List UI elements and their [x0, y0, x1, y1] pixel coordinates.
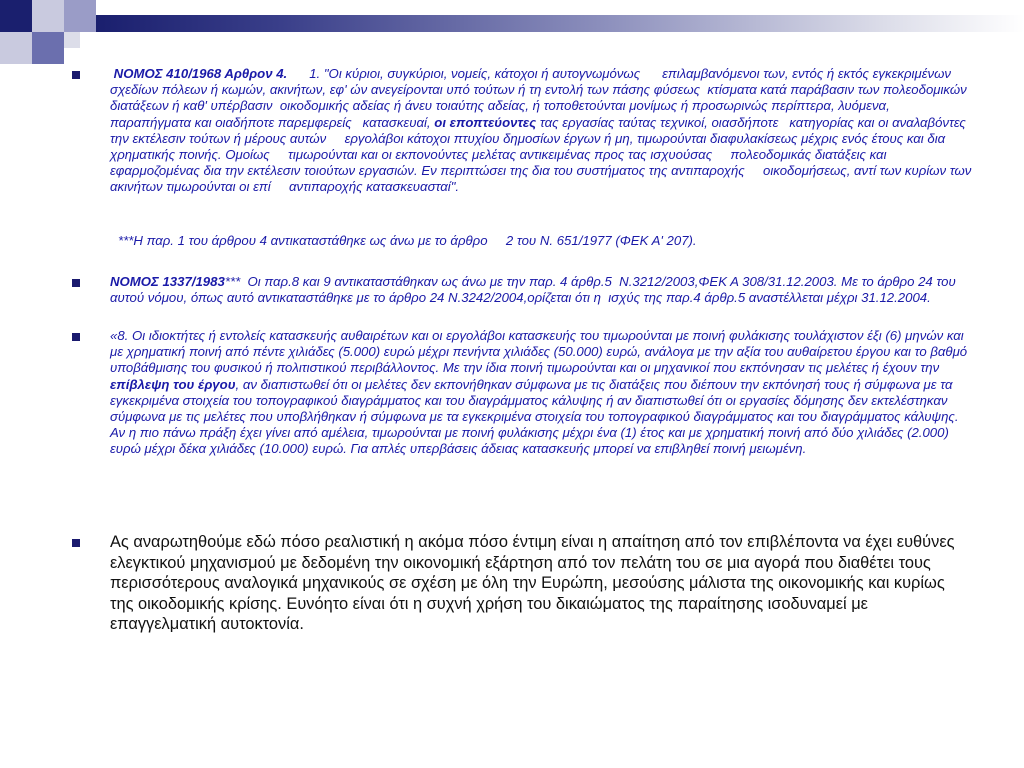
commentary-paragraph [110, 532, 972, 635]
bullet-icon [72, 539, 80, 547]
amendment-note: ***Η παρ. 1 του άρθρου 4 αντικαταστάθηκε ως άνω με το άρθρο 2 του Ν. 651/1977 (ΦΕΚ Α' 207). [118, 233, 697, 248]
law-1337-1983-paragraph [110, 274, 972, 306]
law-text: *** Οι παρ.8 και 9 αντικαταστάθηκαν ως άνω με την παρ. 4 άρθρ.5 Ν.3212/2003,ΦΕΚ Α 308/31.12.2003. Με το άρθρο 24 του αυτού νόμου, όπως αυτό αντικαταστάθηκε με το άρθρο 24 Ν.3242/2004,ορίζεται ότι η ισχύς της παρ.4 άρθρ.5 αναστέλλεται μέχρι 31.12.2004. [110, 274, 960, 306]
law-text-continued: τας εργασίας ταύτας τεχνικοί, οιασδήποτε κατηγορίας και οι αναλαβόντες την εκτέλεσιν τούτων ή μέρους αυτών εργολάβοι κάτοχοι πτυχίου δημοσίων έργων ή μη, τιμωρούνται διαφυλακίσεως μέχρις ενός έτους και δια χρηματικής ποινής. Ομοίως τιμωρούνται και οι εκπονούντες μελέτας αντικειμένας προς τας ισχυούσας πολεοδομικάς διατάξεις και εφαρμοζομένας δια την εκτέλεσιν τοιούτων εργασιών. Εν περιπτώσει της δια του συστήματος της αντιπαροχής οικοδομήσεως, αντί των κυρίων των ακινήτων τιμωρούνται οι επί αντιπαροχής κατασκευασταί". [110, 114, 976, 195]
law-title: ΝΟΜΟΣ 410/1968 Αρθρον 4. [113, 66, 288, 81]
article-text: «8. Οι ιδιοκτήτες ή εντολείς κατασκευής αυθαιρέτων και οι εργολάβοι κατασκευής του τιμωρούνται με ποινή φυλάκισης τουλάχιστον έξι (6) μηνών και με χρηματική ποινή από πέντε χιλιάδες (5.000) ευρώ μέχρι πενήντα χιλιάδες (50.000) ευρώ, ανάλογα με την αξία του αυθαίρετου έργου και το βαθμό υποβάθμισης του φυσικού ή πολιτιστικού περιβάλλοντος. Με την ίδια ποινή τιμωρούνται και οι μηχανικοί που εκπόνησαν τις μελέτες ή έχουν την [110, 328, 968, 376]
commentary-text: Ας αναρωτηθούμε εδώ πόσο ρεαλιστική η ακόμα πόσο έντιμη είναι η απαίτηση από τον επιβλέποντα να έχει ευθύνες ελεγκτικού μηχανισμού με δεδομένη την οικονομική εξάρτηση από τον πελάτη του σε μια αγορά που διαθέτει τους περισσότερους αναλογικά μηχανικούς σε σχέση με όλη την Ευρώπη, μεσούσης μάλιστα της οικονομικής και κυρίως της οικοδομικής κρίσης. Ευνόητο είναι ότι η συχνή χρήση του δικαιώματος της παραίτησης ισοδυναμεί με επαγγελματική αυτοκτονία. [110, 533, 955, 633]
law-highlight: οι εποπτεύοντες [434, 114, 537, 130]
law-text: 1. "Οι κύριοι, συγκύριοι, νομείς, κάτοχοι ή αυτογνωμόνως επιλαμβανόμενοι των, εντός ή εκτός εγκεκριμένων σχεδίων πόλεων ή κωμών, ακινήτων, εφ' ών ανεγείρονται υπό τούτων ή τη εντολή των πάσης φύσεως κτίσματα κατά παράβασιν των πολεοδομικών διατάξεων ή καθ' υπέρβασιν οικοδομικής αδείας ή άνευ τοιαύτης αδείας, ή τοποθετούνται μονίμως ή προσωρινώς περίπτερα, λυόμενα, παραπήγματα και οιαδήποτε παρεμφερείς κατασκευαί, [110, 66, 971, 130]
article-8-paragraph [110, 328, 972, 458]
bullet-icon [72, 71, 80, 79]
bullet-icon [72, 333, 80, 341]
article-text-continued: , αν διαπιστωθεί ότι οι μελέτες δεν εκπονήθηκαν σύμφωνα με τις διατάξεις που διέπουν την εκπόνησή τους ή σύμφωνα με τα εγκεκριμένα στοιχεία του τοπογραφικού διαγράμματος και του διαγράμματος κάλυψης ή αν διαπιστωθεί ότι οι εργασίες δόμησης δεν εκτελέστηκαν σύμφωνα με τις μελέτες που υποβλήθηκαν ή σύμφωνα με τα εγκεκριμένα στοιχεία του τοπογραφικού διαγράμματος και του διαγράμματος κάλυψης. Αν η πιο πάνω πράξη έχει γίνει από αμέλεια, τιμωρούνται με ποινή φυλάκισης μέχρι ένα (1) έτος και με χρηματική ποινή από δύο χιλιάδες (2.000) ευρώ μέχρι δέκα χιλιάδες (10.000) ευρώ. Για απλές υπερβάσεις άδειας κατασκευής μπορεί να επιβληθεί ποινή μειωμένη. [110, 376, 959, 457]
law-410-1968-paragraph [110, 66, 976, 196]
bullet-icon [72, 279, 80, 287]
article-highlight: επίβλεψη του έργου [110, 376, 236, 392]
law-title: ΝΟΜΟΣ 1337/1983 [110, 274, 225, 289]
